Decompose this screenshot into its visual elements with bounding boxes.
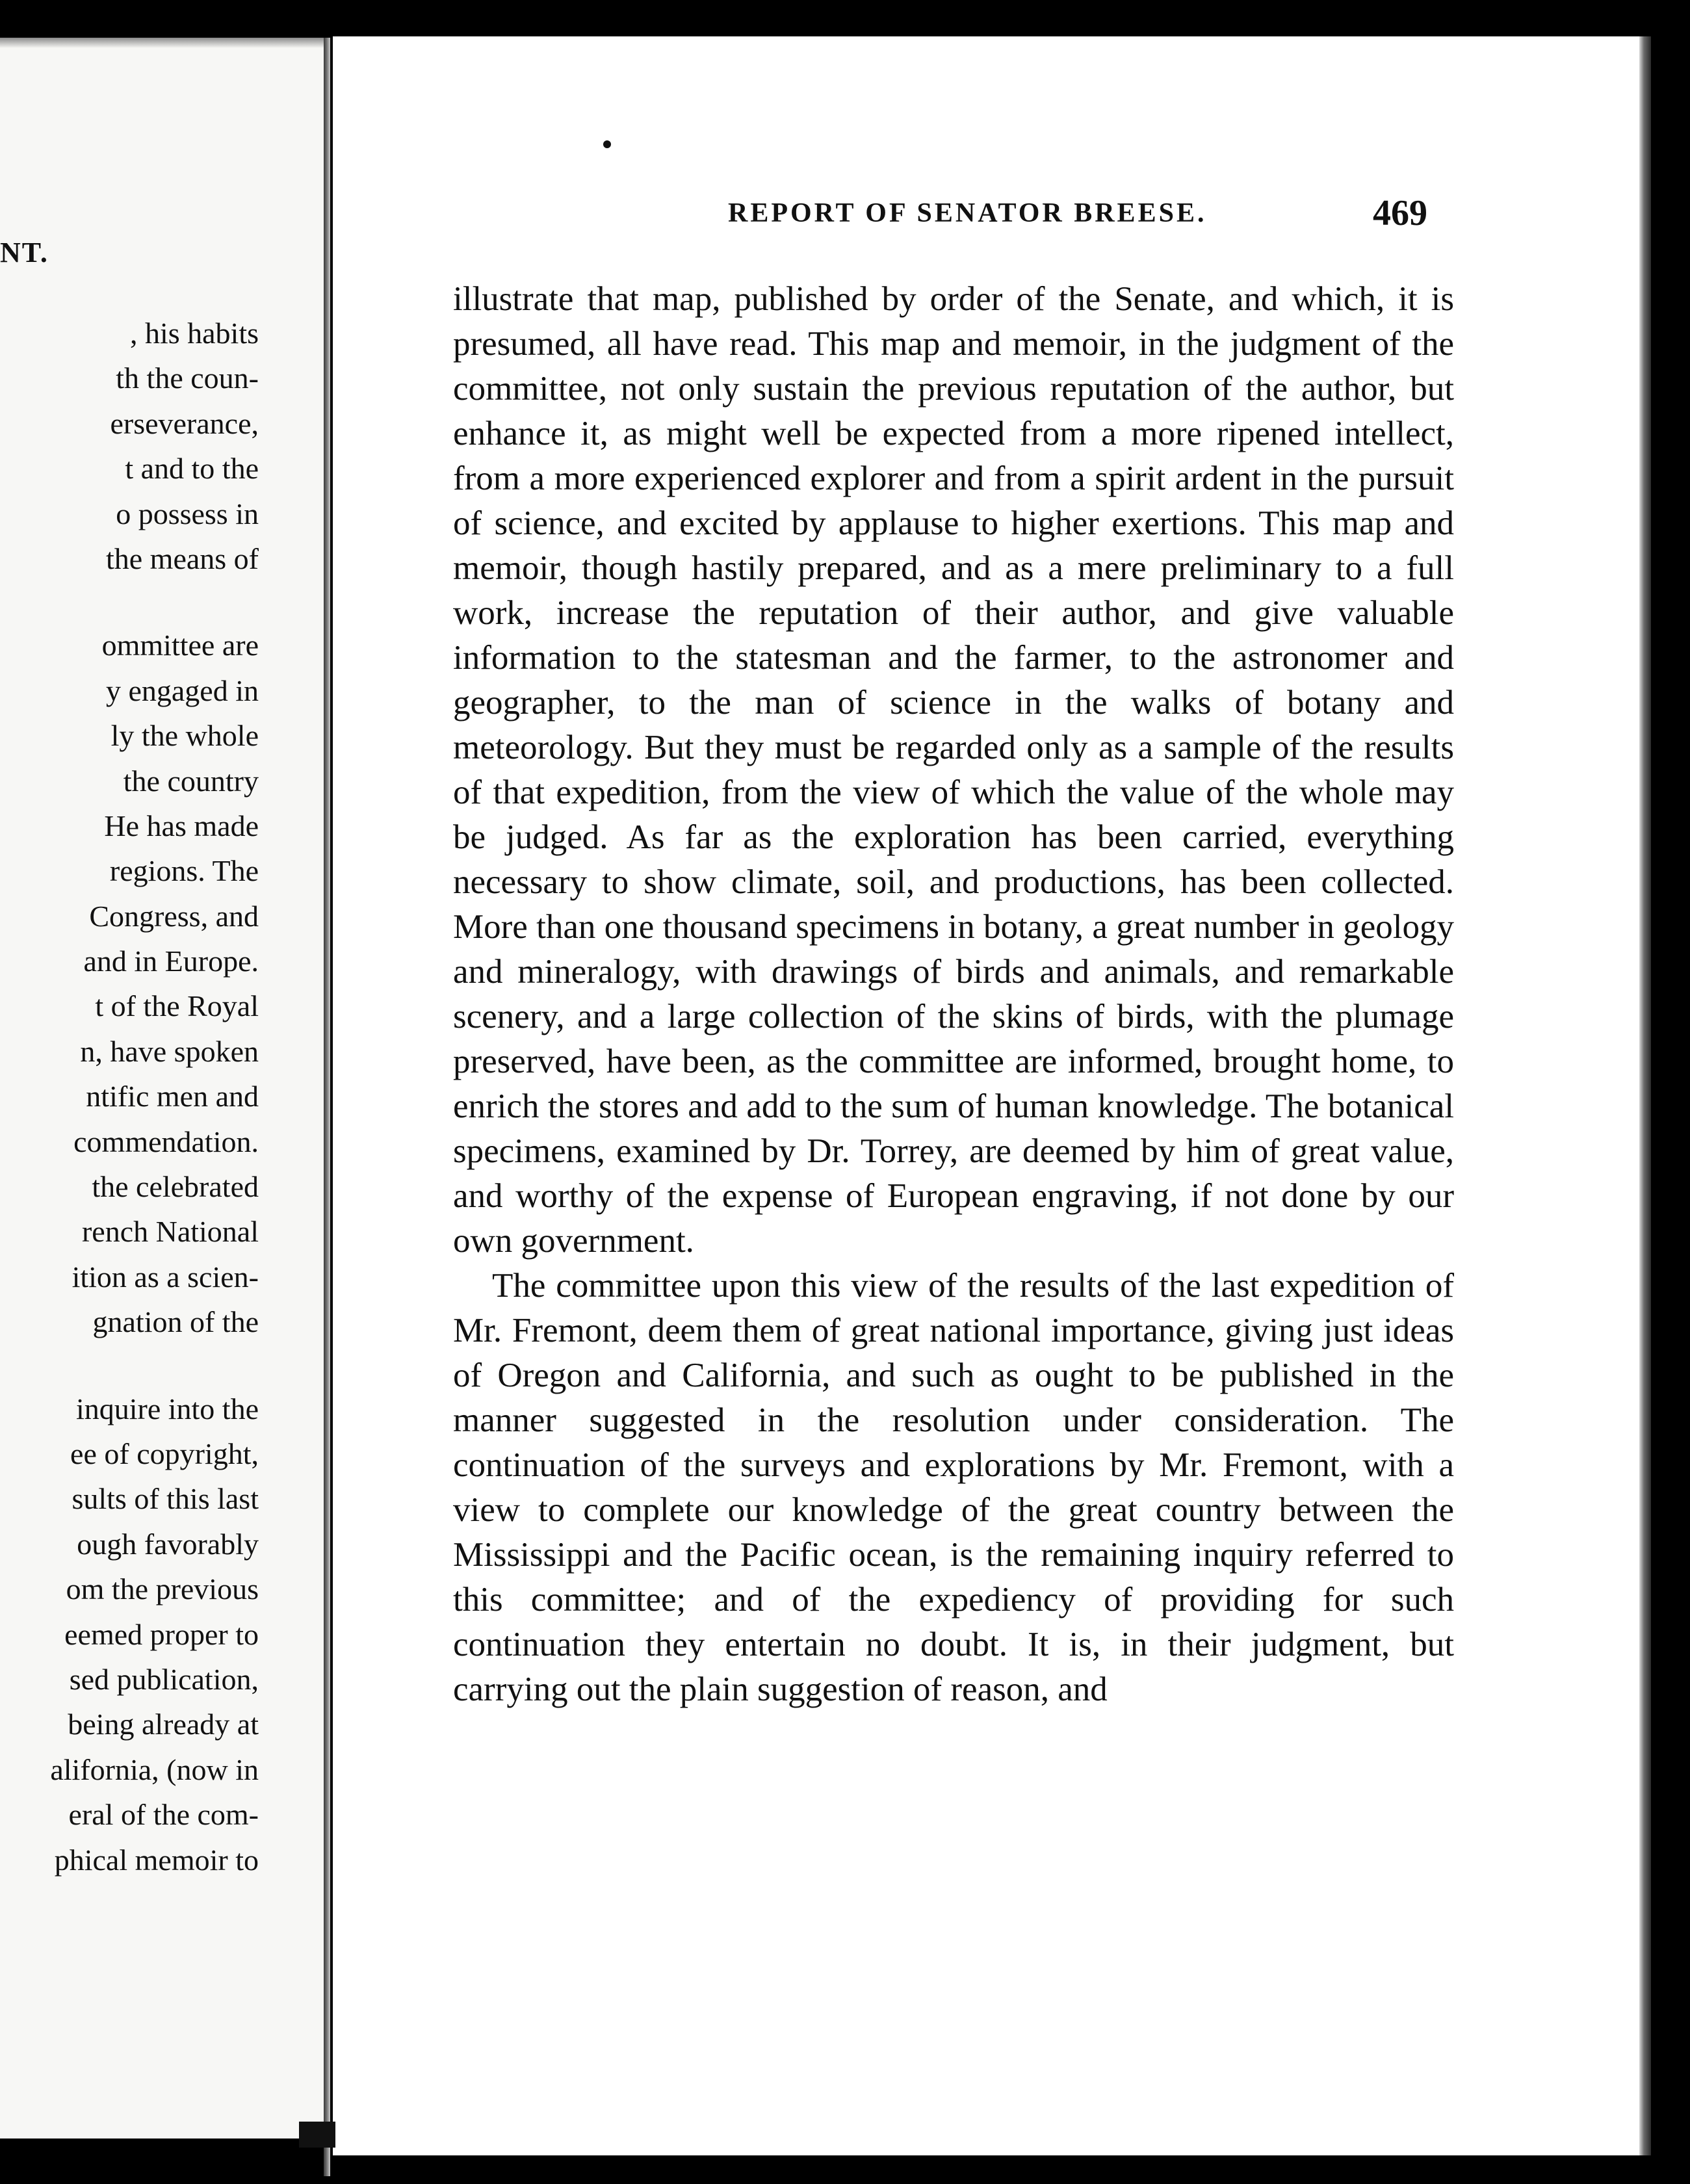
left-line: t and to the xyxy=(125,452,259,486)
left-line: the country xyxy=(123,764,259,798)
left-line: inquire into the xyxy=(75,1392,259,1425)
running-head: REPORT OF SENATOR BREESE. xyxy=(728,198,1207,228)
left-line: sed publication, xyxy=(69,1662,259,1696)
left-line: eral of the com- xyxy=(68,1798,259,1832)
left-line: rench National xyxy=(81,1215,259,1249)
left-line: Congress, and xyxy=(89,899,259,933)
right-page xyxy=(333,36,1639,2155)
left-line: commendation. xyxy=(73,1124,259,1158)
left-line: o possess in xyxy=(116,497,259,530)
book-gutter xyxy=(324,38,330,2176)
ink-speck xyxy=(603,140,611,148)
page-edge-shadow xyxy=(1639,36,1651,2155)
left-line: ly the whole xyxy=(110,719,259,753)
left-page-edge-shadow xyxy=(0,38,324,48)
left-line: ommittee are xyxy=(101,629,259,662)
left-line: n, have spoken xyxy=(80,1034,259,1068)
left-page-text xyxy=(50,311,259,1882)
left-line: gnation of the xyxy=(92,1305,259,1339)
left-line: ntific men and xyxy=(86,1080,259,1113)
page-number: 469 xyxy=(1373,193,1427,233)
body-text xyxy=(453,277,1454,1712)
left-line: the means of xyxy=(105,541,259,575)
left-line: being already at xyxy=(68,1708,259,1741)
left-line: om the previous xyxy=(66,1572,259,1606)
left-line: y engaged in xyxy=(105,673,259,707)
bottom-corner-mark xyxy=(299,2122,335,2148)
left-line: regions. The xyxy=(109,854,259,888)
left-line: erseverance, xyxy=(110,406,259,440)
left-running-head: NT. xyxy=(0,237,49,268)
left-line: He has made xyxy=(104,809,259,842)
left-line: th the coun- xyxy=(116,361,259,395)
left-line: alifornia, (now in xyxy=(50,1752,259,1786)
left-line: and in Europe. xyxy=(83,944,259,978)
paragraph: The committee upon this view of the results of the last expedition of Mr. Fremont, deem them of great national importance, giving just ideas of Oregon and California, and such as ought to be published in the manner suggested in the resolution under consideration. The continuation of the surveys and explorations by Mr. Fremont, with a view to complete our knowledge of the great country between the Mississippi and the Pacific ocean, is the remaining inquiry referred to this committee; and of the expediency of providing for such continuation they entertain no doubt. It is, in their judgment, but carrying out the plain suggestion of reason, and xyxy=(453,1267,1454,1708)
left-line: , his habits xyxy=(129,317,259,350)
left-line: phical memoir to xyxy=(54,1843,259,1877)
paragraph: illustrate that map, published by order of the Senate, and which, it is presumed, all have read. This map and memoir, in the judgment of the committee, not only sustain the previous reputation of the author, but enhance it, as might well be expected from a more ripened intellect, from a more experienced explorer and from a spirit ardent in the pursuit of science, and excited by applause to higher exertions. This map and memoir, though hastily prepared, and as a mere preliminary to a full work, increase the reputation of their author, and give valuable information to the statesman and the farmer, to the astronomer and geographer, to the man of science in the walks of botany and meteorology. But they must be regarded only as a sample of the results of that expedition, from the view of which the value of the whole may be judged. As far as the exploration has been carried, everything necessary to show climate, soil, and productions, has been collected. More than one thousand specimens in botany, a great number in geology and mineralogy, with drawings of birds and animals, and remarkable scenery, and a large collection of the skins of birds, with the plumage preserved, have been, as the committee are informed, brought home, to enrich the stores and add to the sum of human knowledge. The botanical specimens, examined by Dr. Torrey, are deemed by him of great value, and worthy of the expense of European engraving, if not done by our own government. xyxy=(453,280,1454,1260)
left-page xyxy=(0,38,326,2138)
left-line: eemed proper to xyxy=(64,1617,259,1651)
left-line: ee of copyright, xyxy=(70,1436,259,1470)
left-line: ough favorably xyxy=(77,1527,259,1561)
left-line: t of the Royal xyxy=(95,989,259,1023)
left-line: sults of this last xyxy=(72,1482,259,1516)
left-line: ition as a scien- xyxy=(72,1260,259,1294)
left-line: the celebrated xyxy=(92,1170,259,1204)
